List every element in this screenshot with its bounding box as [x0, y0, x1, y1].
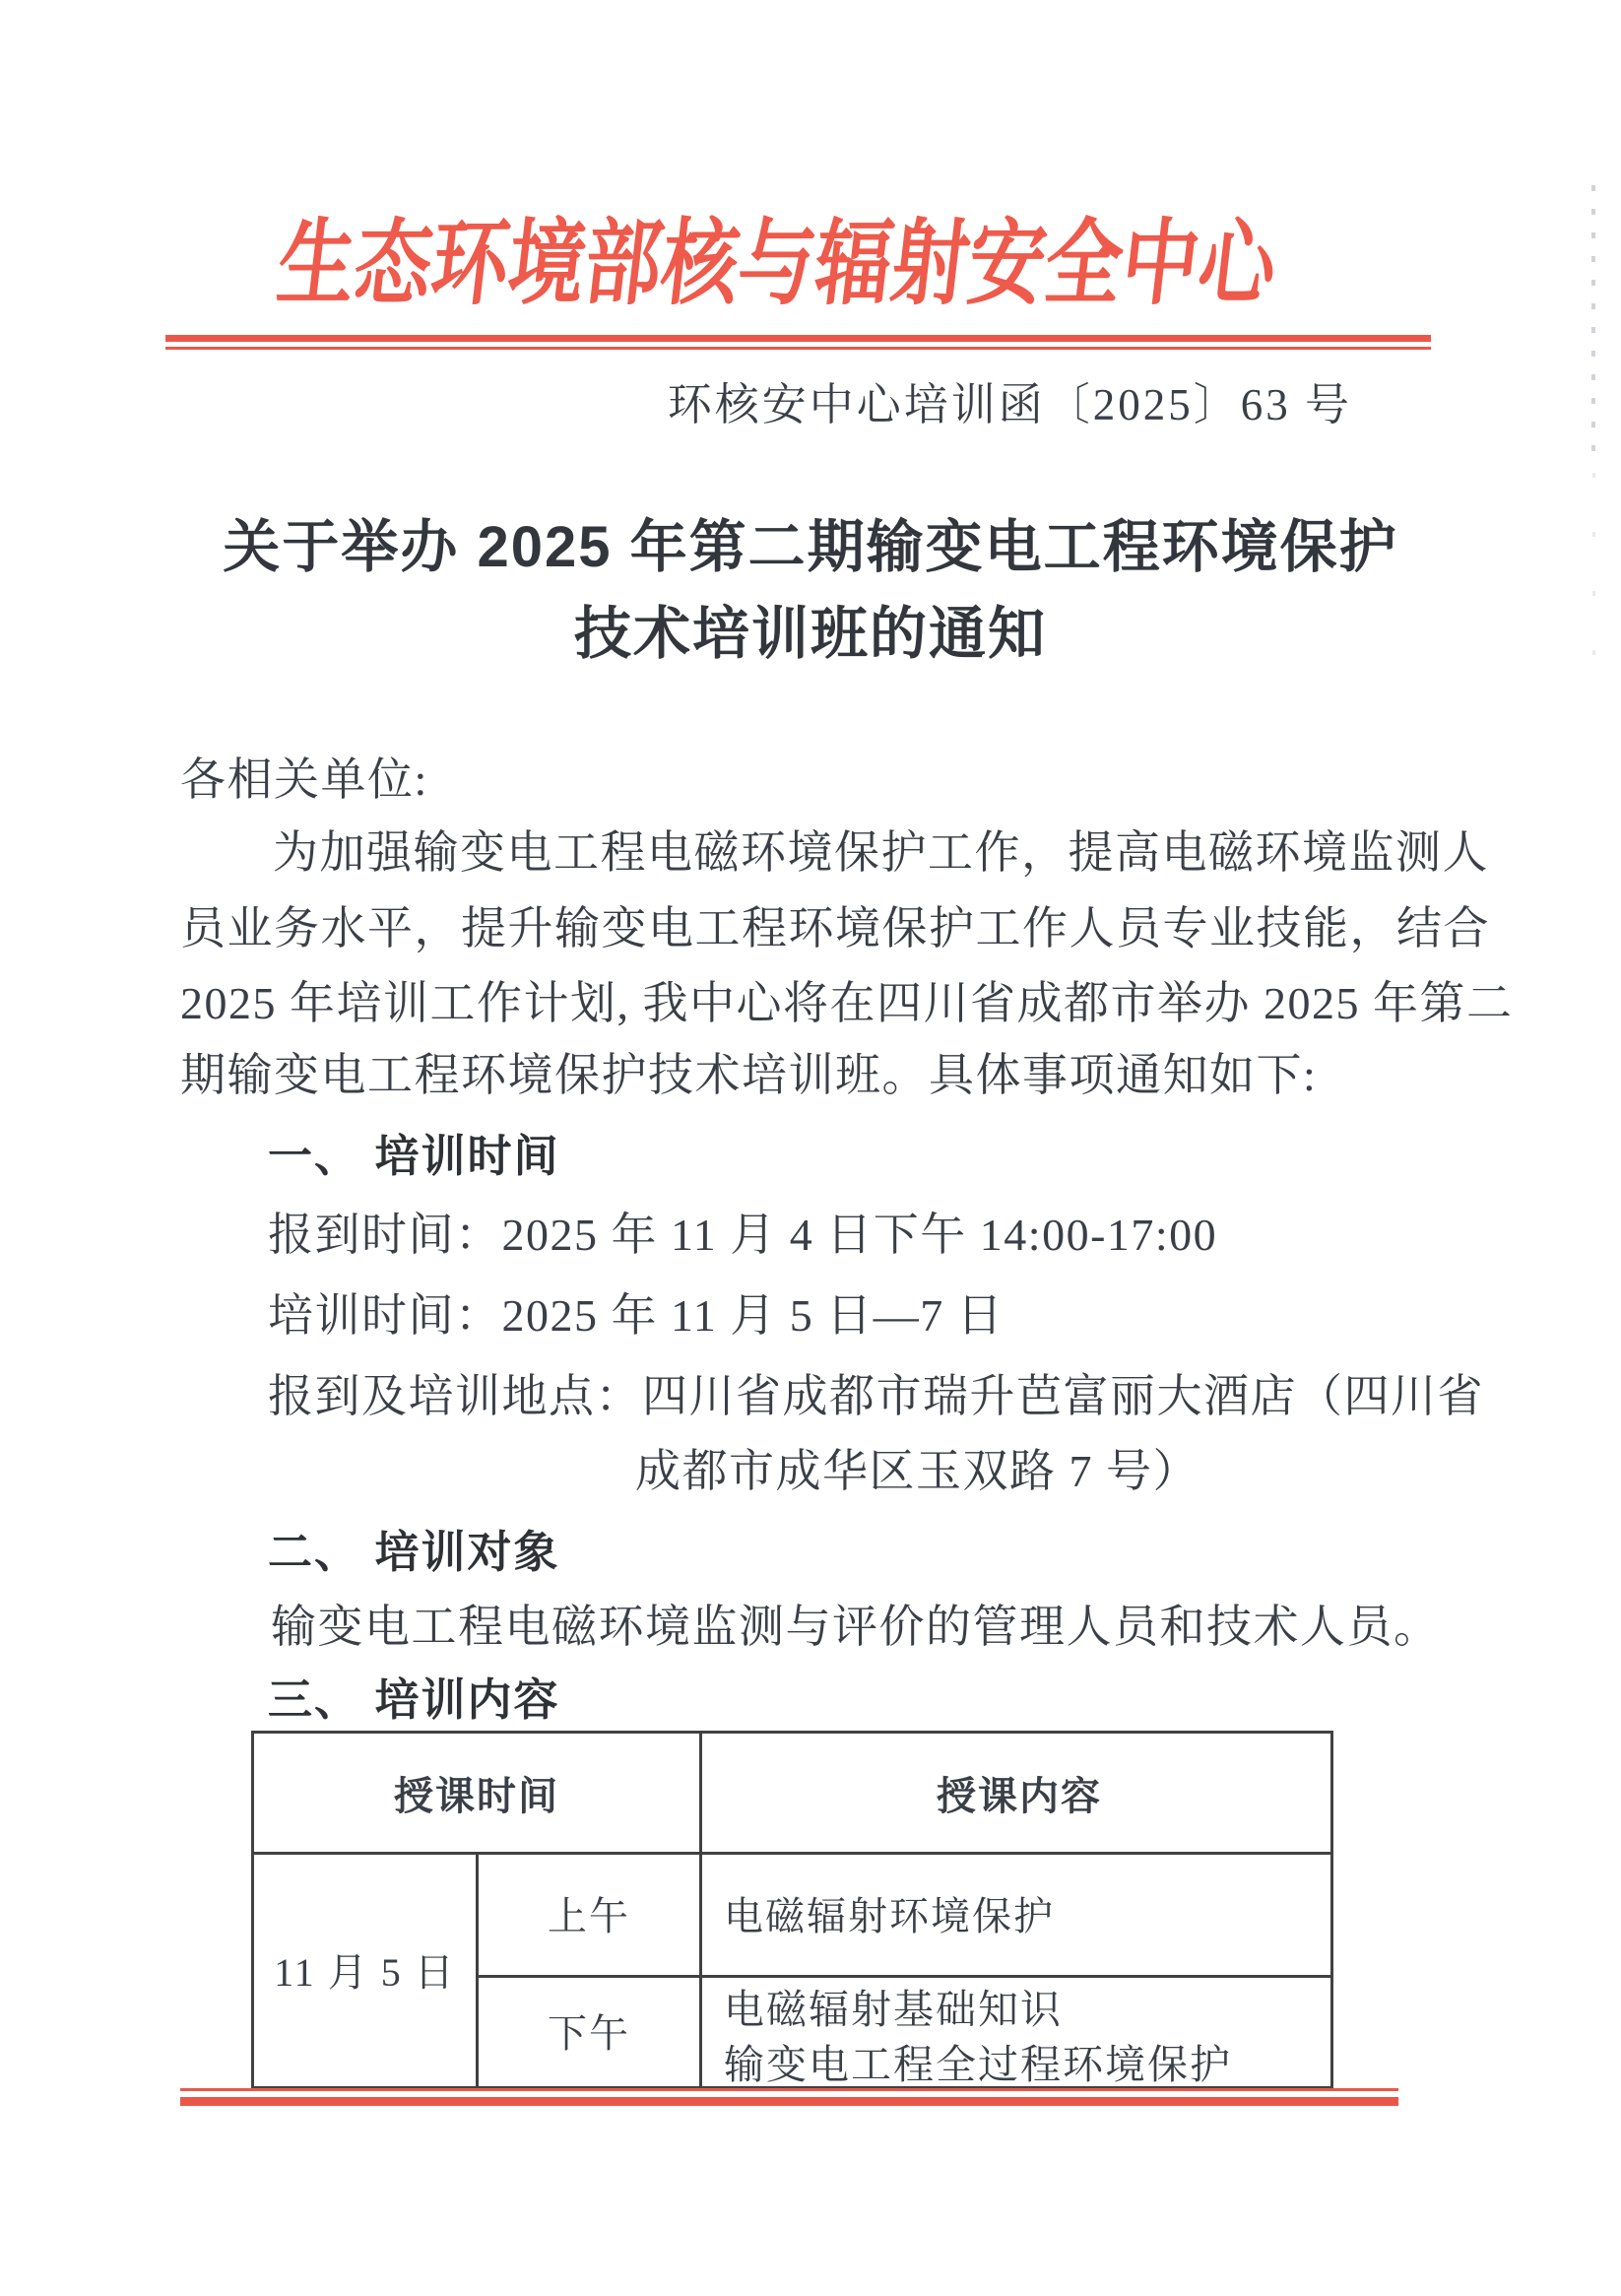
footer-rule-thick [180, 2097, 1398, 2106]
registration-time-line: 报到时间：2025 年 11 月 4 日下午 14:00-17:00 [268, 1210, 1218, 1260]
scan-artifact [1592, 473, 1595, 699]
table-cell-am-label: 上午 [548, 1894, 630, 1938]
doc-title-line2: 技术培训班的通知 [573, 602, 1047, 666]
body-line: 期输变电工程环境保护技术培训班。具体事项通知如下: [180, 1050, 1318, 1100]
doc-title-line1: 关于举办 2025 年第二期输变电工程环境保护 [223, 515, 1398, 579]
section-heading-training-time: 一、 培训时间 [268, 1131, 560, 1181]
header-rule-thick [165, 335, 1431, 342]
table-header-time: 授课时间 [394, 1773, 559, 1818]
doc-reference-number: 环核安中心培训函〔2025〕63 号 [667, 380, 1352, 429]
pm-content-line2: 输变电工程全过程环境保护 [724, 2042, 1232, 2087]
pm-content-line1: 电磁辐射基础知识 [724, 1987, 1063, 2032]
table-cell-date: 11 月 5 日 [274, 1949, 456, 1995]
schedule-table [251, 1731, 1333, 2089]
trainees-line: 输变电工程电磁环境监测与评价的管理人员和技术人员。 [271, 1602, 1441, 1652]
section-heading-content: 三、 培训内容 [268, 1674, 560, 1725]
scan-artifact [1591, 185, 1595, 466]
body-line: 2025 年培训工作计划, 我中心将在四川省成都市举办 2025 年第二 [180, 978, 1514, 1028]
training-location-line2: 成都市成华区玉双路 7 号） [635, 1446, 1200, 1496]
table-cell-am-content: 电磁辐射环境保护 [724, 1894, 1055, 1938]
table-header-content: 授课内容 [937, 1773, 1102, 1818]
body-line: 员业务水平，提升输变电工程环境保护工作人员专业技能，结合 [180, 903, 1490, 953]
doc-title [0, 504, 1621, 678]
training-location-line1: 报到及培训地点：四川省成都市瑞升芭富丽大酒店（四川省 [268, 1371, 1484, 1421]
letterhead-title: 生态环境部核与辐射安全中心 [272, 212, 1282, 316]
header-rule-thin [165, 347, 1431, 350]
table-cell-pm-label: 下午 [548, 2011, 630, 2056]
footer-rule-thin [180, 2088, 1398, 2091]
salutation: 各相关单位: [180, 754, 428, 805]
section-heading-trainees: 二、 培训对象 [268, 1527, 560, 1577]
training-time-line: 培训时间：2025 年 11 月 5 日—7 日 [268, 1290, 1005, 1341]
body-line: 为加强输变电工程电磁环境保护工作，提高电磁环境监测人 [273, 827, 1489, 878]
table-cell-pm-content [724, 1982, 1315, 2092]
